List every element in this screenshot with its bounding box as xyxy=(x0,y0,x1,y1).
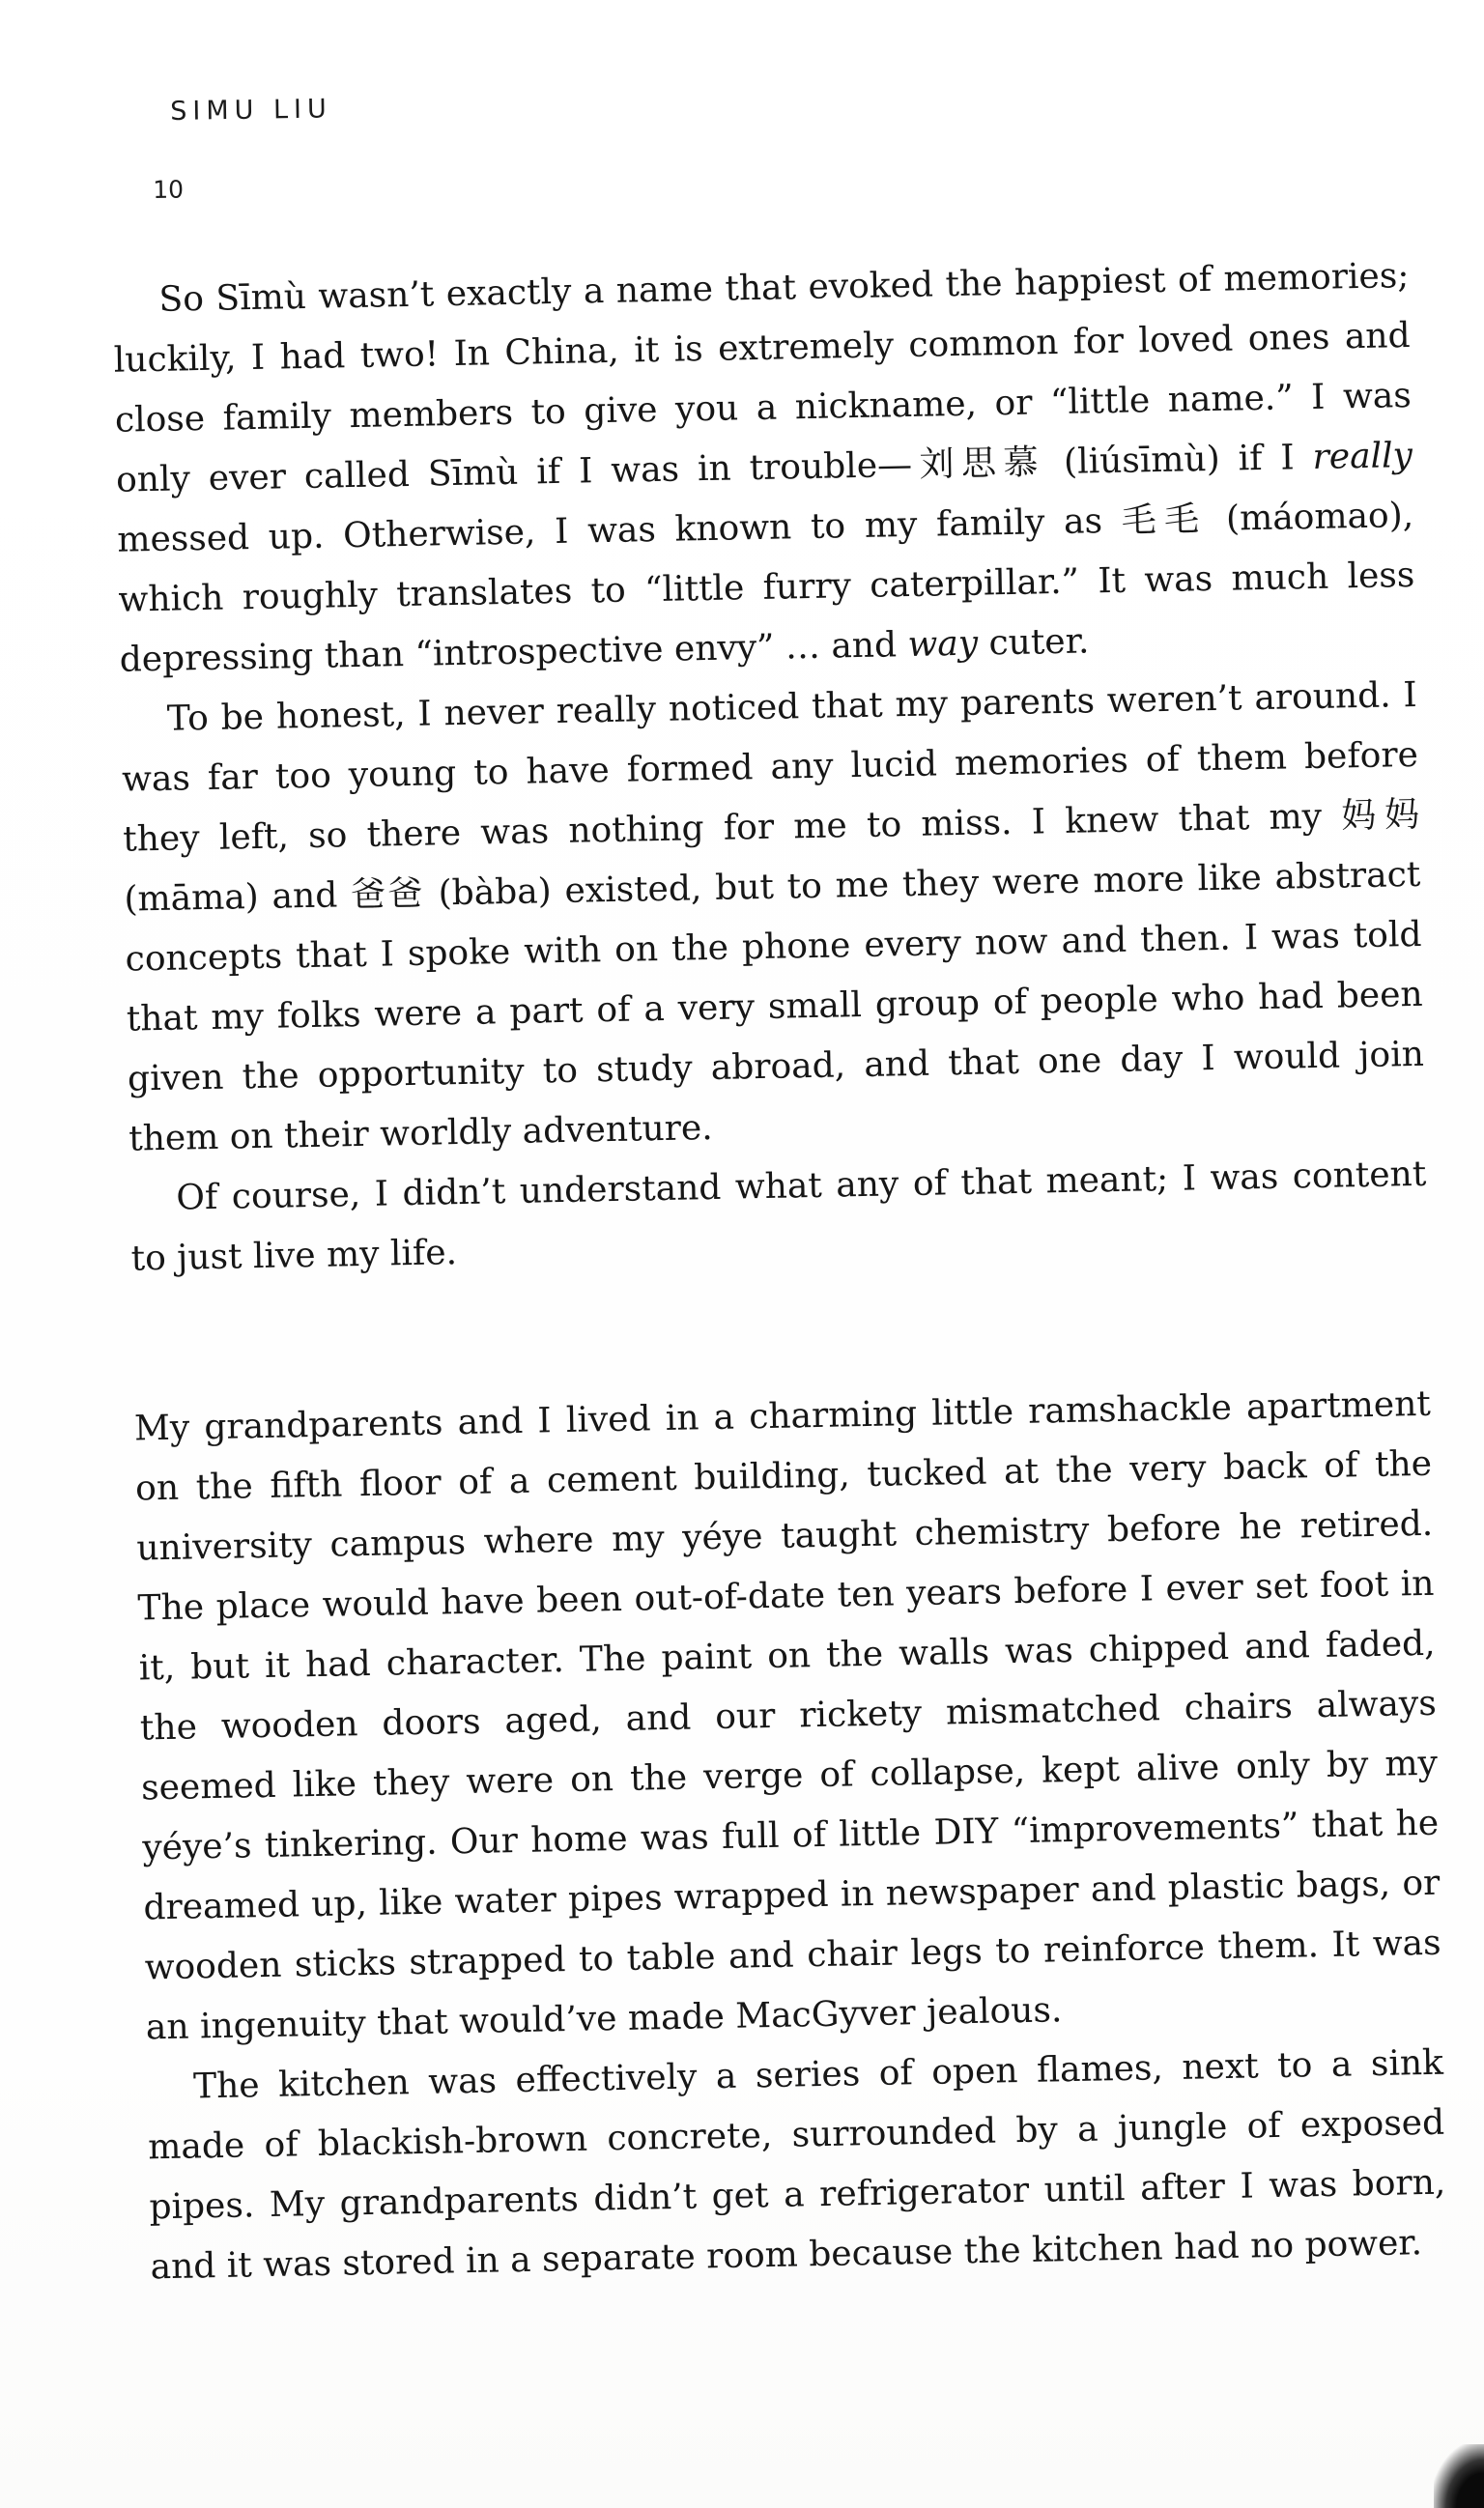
page-number: 10 xyxy=(153,175,185,204)
text-run: cuter. xyxy=(977,621,1090,664)
paragraph xyxy=(129,1145,1428,1290)
body-text xyxy=(112,246,1447,2297)
running-header: SIMU LIU xyxy=(170,94,332,127)
photo-background-corner xyxy=(1434,2444,1484,2508)
text-run: Of course, I didn’t understand what any of that meant; I was content to just live my life. xyxy=(130,1154,1427,1279)
text-run: My grandparents and I lived in a charming little ramshackle apartment on the fifth floor of a cement building, tucked at the very back of the university campus where my yéye taught chemistry before he retired. The place would have been out-of-date ten years before I ever set foot in it, but it had character. The paint on the walls was chipped and faded, the wooden doors aged, and our rickety mismatched chairs always seemed like they were on the verge of collapse, kept alive only by my yéye’s tinkering. Our home was full of little DIY “improvements” that he dreamed up, like water pipes wrapped in newspaper and plastic bags, or wooden sticks strapped to table and chair legs to reinforce them. It was an ingenuity that would’ve made MacGyver jealous. xyxy=(133,1383,1441,2048)
italic-text-run: way xyxy=(907,623,979,666)
text-run: messed up. Otherwise, I was known to my family as 毛毛 (máomao), which roughly translates to “little furry caterpillar.” It was much less depressing than “introspective envy” … and xyxy=(116,495,1415,680)
text-run: So Sīmù wasn’t exactly a name that evoked the happiest of memories; luckily, I had two! In China, it is extremely common for loved ones and close family members to give you a nickname, or “little name.” I was only ever called Sīmù if I was in trouble—刘思慕 (liúsīmù) if I xyxy=(113,256,1413,500)
paragraph xyxy=(112,246,1416,691)
text-run: The kitchen was effectively a series of open flames, next to a sink made of blackish-brown concrete, surrounded by a jungle of exposed pipes. My grandparents didn’t get a refrigerator until after I was born, and it was stored in a separate room because the kitchen had no power. xyxy=(147,2042,1446,2288)
paragraph xyxy=(120,666,1425,1170)
paragraph xyxy=(147,2034,1448,2298)
paragraph xyxy=(133,1375,1442,2059)
text-run: To be honest, I never really noticed that my parents weren’t around. I was far too young to have formed any lucid memories of them before they left, so there was nothing for me to miss. I knew that my 妈妈 (māma) and 爸爸 (bàba) existed, but to me they were more like abstract concepts that I spoke with on the phone every now and then. I was told that my folks were a part of a very small group of people who had been given the opportunity to study abroad, and that one day I would join them on their worldly adventure. xyxy=(121,674,1425,1159)
italic-text-run: really xyxy=(1312,435,1413,477)
